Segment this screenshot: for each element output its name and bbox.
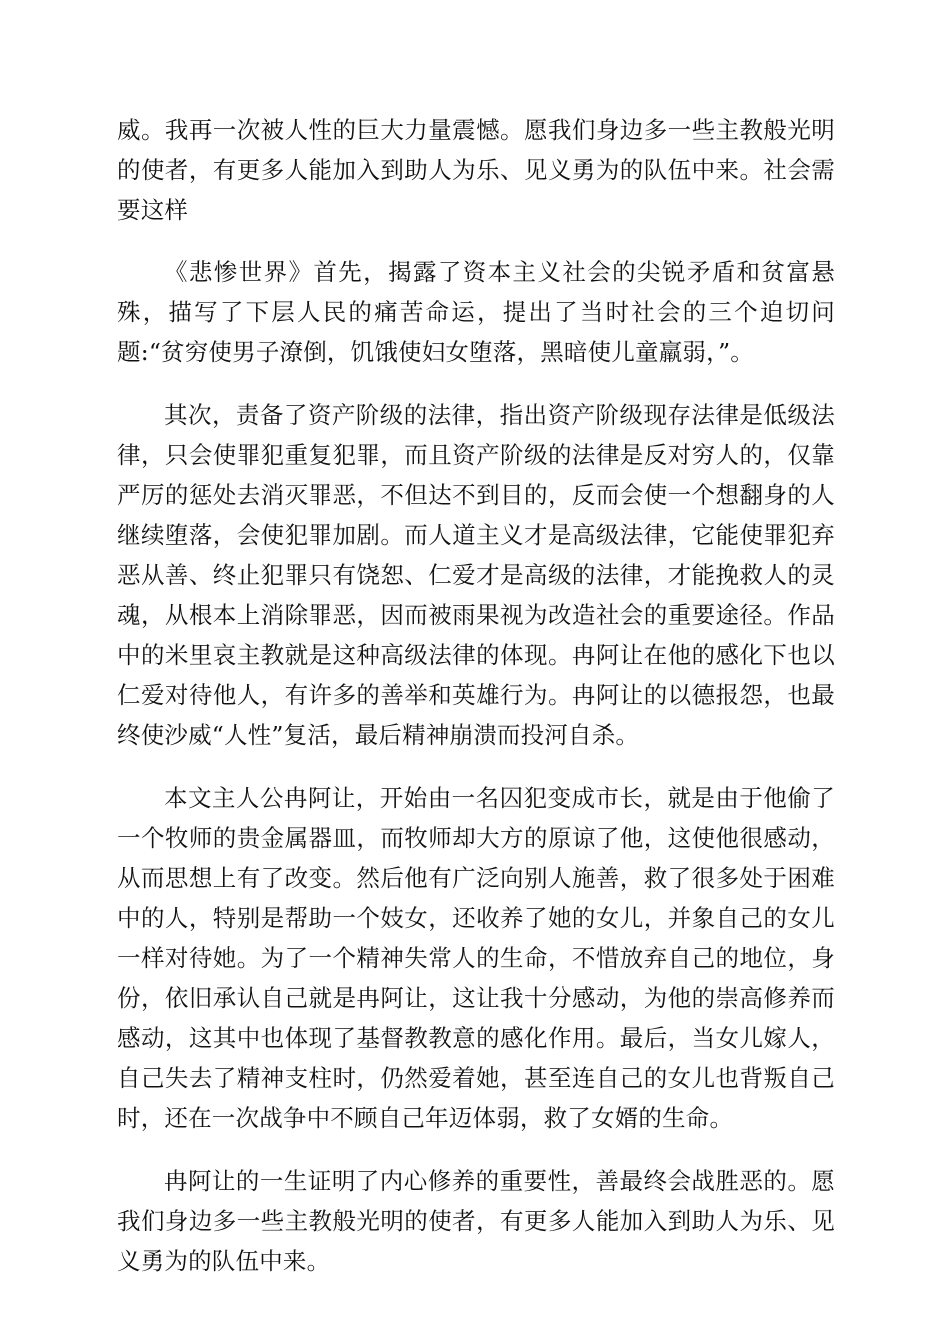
document-body bbox=[117, 110, 835, 1281]
paragraph-intro: 《悲惨世界》首先，揭露了资本主义社会的尖锐矛盾和贫富悬殊，描写了下层人民的痛苦命运，提出了当时社会的三个迫切问题:“贫穷使男子潦倒，饥饿使妇女堕落，黑暗使儿童羸弱，”。 bbox=[117, 258, 835, 366]
paragraph-continuation: 威。我再一次被人性的巨大力量震憾。愿我们身边多一些主教般光明的使者，有更多人能加入到助人为乐、见义勇为的队伍中来。社会需要这样 bbox=[117, 116, 835, 224]
paragraph-protagonist: 本文主人公冉阿让，开始由一名囚犯变成市长，就是由于他偷了一个牧师的贵金属器皿，而牧师却大方的原谅了他，这使他很感动，从而思想上有了改变。然后他有广泛向别人施善，救了很多处于困难中的人，特别是帮助一个妓女，还收养了她的女儿，并象自己的女儿一样对待她。为了一个精神失常人的生命，不惜放弃自己的地位，身份，依旧承认自己就是冉阿让，这让我十分感动，为他的崇高修养而感动，这其中也体现了基督教教意的感化作用。最后，当女儿嫁人，自己失去了精神支柱时，仍然爱着她，甚至连自己的女儿也背叛自己时，还在一次战争中不顾自己年迈体弱，救了女婿的生命。 bbox=[117, 784, 835, 1132]
paragraph-law: 其次，责备了资产阶级的法律，指出资产阶级现存法律是低级法律，只会使罪犯重复犯罪，而且资产阶级的法律是反对穷人的，仅靠严厉的惩处去消灭罪恶，不但达不到目的，反而会使一个想翻身的人继续堕落，会使犯罪加剧。而人道主义才是高级法律，它能使罪犯弃恶从善、终止犯罪只有饶恕、仁爱才是高级的法律，才能挽救人的灵魂，从根本上消除罪恶，因而被雨果视为改造社会的重要途径。作品中的米里哀主教就是这种高级法律的体现。冉阿让在他的感化下也以仁爱对待他人，有许多的善举和英雄行为。冉阿让的以德报怨，也最终使沙威“人性”复活，最后精神崩溃而投河自杀。 bbox=[117, 401, 835, 749]
paragraph-conclusion: 冉阿让的一生证明了内心修养的重要性，善最终会战胜恶的。愿我们身边多一些主教般光明的使者，有更多人能加入到助人为乐、见义勇为的队伍中来。 bbox=[117, 1167, 835, 1275]
